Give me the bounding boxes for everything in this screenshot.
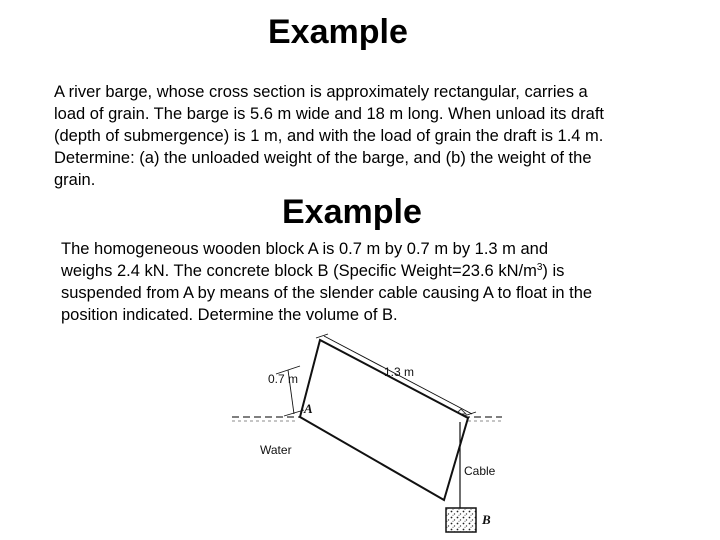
block-a-label: A (304, 401, 313, 416)
text-line (61, 260, 592, 282)
text-segment: ) is (542, 262, 565, 280)
text-line: grain. (54, 171, 96, 189)
example-title-2: Example (282, 193, 422, 231)
barge-problem-text (54, 81, 604, 191)
text-line: The homogeneous wooden block A is 0.7 m by 0.7 m by 1.3 m and (61, 240, 549, 258)
wooden-block-a (300, 340, 468, 500)
superscript: 3 (536, 262, 543, 273)
floating-block-figure (228, 330, 518, 540)
text-line: suspended from A by means of the slender cable causing A to float in the (61, 284, 593, 302)
wooden-block-problem-text (61, 238, 592, 326)
text-line: Determine: (a) the unloaded weight of the barge, and (b) the weight of the (54, 149, 592, 167)
text-line: (depth of submergence) is 1 m, and with the load of grain the draft is 1.4 m. (54, 127, 604, 145)
cable-label: Cable (464, 464, 496, 478)
example-title-1: Example (268, 13, 408, 51)
concrete-block-b (446, 508, 476, 532)
text-line: load of grain. The barge is 5.6 m wide and 18 m long. When unload its draft (54, 105, 605, 123)
text-segment: weighs 2.4 kN. The concrete block B (Specific Weight=23.6 kN/m (61, 262, 537, 280)
text-line: position indicated. Determine the volume of B. (61, 306, 398, 324)
dimension-label-width: 0.7 m (268, 372, 299, 386)
block-b-label: B (482, 512, 491, 527)
dimension-label-length: 1.3 m (384, 365, 415, 379)
water-label: Water (260, 443, 292, 457)
text-line: A river barge, whose cross section is approximately rectangular, carries a (54, 83, 588, 101)
